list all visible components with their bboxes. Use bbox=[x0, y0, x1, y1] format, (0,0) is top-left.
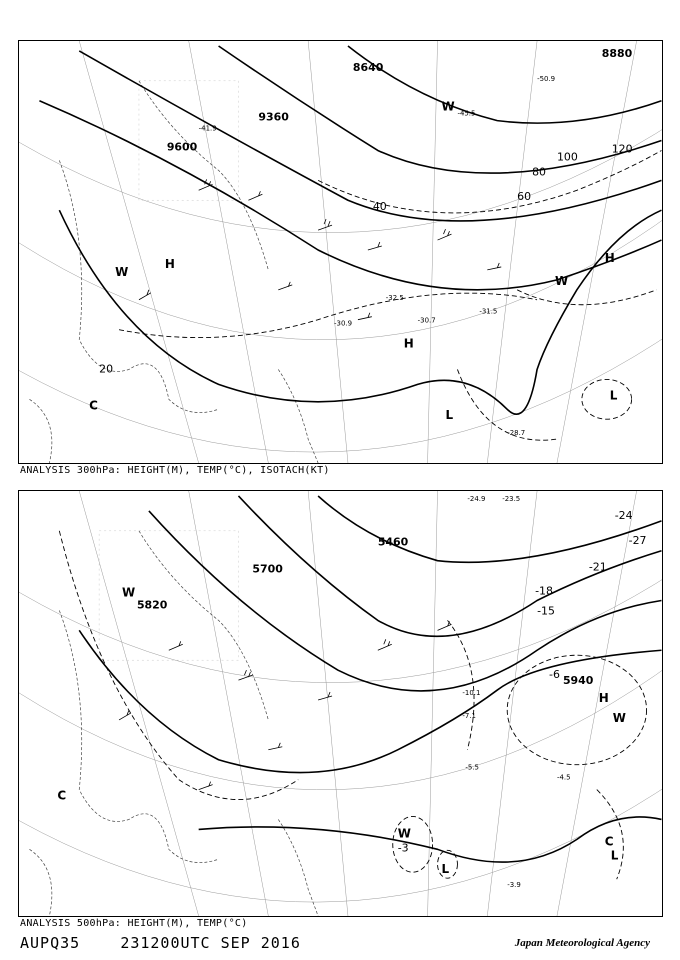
center-w-west: W bbox=[122, 585, 136, 600]
isotach-label-40: 40 bbox=[372, 200, 387, 214]
isotherm-label-15: -15 bbox=[537, 604, 555, 618]
temp-reading: -10.1 bbox=[462, 689, 481, 698]
height-label-9600: 9600 bbox=[166, 140, 198, 154]
product-header bbox=[20, 934, 301, 952]
isotach-label-100: 100 bbox=[556, 150, 578, 164]
isotach-label-120: 120 bbox=[611, 142, 633, 156]
height-label-5460: 5460 bbox=[377, 535, 409, 549]
isotherm-label-27: -27 bbox=[628, 533, 647, 547]
center-w-south: W bbox=[397, 826, 411, 841]
pressure-centers bbox=[57, 586, 626, 877]
temp-reading: -50.9 bbox=[537, 74, 556, 83]
temp-reading: -45.5 bbox=[457, 109, 476, 118]
height-labels bbox=[167, 47, 633, 154]
center-h-east: H bbox=[598, 691, 609, 706]
caption-300hpa: ANALYSIS 300hPa: HEIGHT(M), TEMP(°C), ISOTACH(KT) bbox=[20, 465, 330, 476]
caption-500hpa: ANALYSIS 500hPa: HEIGHT(M), TEMP(°C) bbox=[20, 918, 248, 929]
center-c-east: C bbox=[604, 834, 614, 849]
center-w-east: W bbox=[612, 710, 626, 725]
temp-reading: -23.5 bbox=[502, 494, 521, 503]
temp-reading: -32.5 bbox=[385, 293, 404, 302]
isotach-label-60: 60 bbox=[517, 190, 532, 204]
center-w-east: W bbox=[554, 273, 569, 288]
center-c-west: C bbox=[89, 398, 98, 413]
temp-reading: -31.5 bbox=[479, 307, 498, 316]
temp-reading: -41.9 bbox=[198, 124, 217, 133]
map-500hpa bbox=[19, 491, 662, 916]
center-l-south: L bbox=[445, 408, 454, 423]
center-h-west: H bbox=[164, 256, 175, 271]
temp-reading: -7.1 bbox=[462, 711, 477, 720]
coastline bbox=[29, 81, 318, 463]
center-w-west: W bbox=[115, 264, 129, 279]
center-l-east: L bbox=[610, 848, 619, 863]
isotherm-label-24: -24 bbox=[614, 508, 633, 522]
isotherms bbox=[59, 531, 646, 879]
height-label-5820: 5820 bbox=[136, 598, 168, 612]
center-h-east: H bbox=[604, 250, 615, 265]
map-300hpa bbox=[19, 41, 662, 463]
temp-reading: -4.5 bbox=[556, 773, 571, 782]
center-l-south: L bbox=[441, 862, 450, 877]
agency-name: Japan Meteorological Agency bbox=[514, 937, 650, 949]
temp-reading: -5.5 bbox=[465, 763, 479, 772]
isotach-label-20: 20 bbox=[99, 362, 114, 376]
isotherm-label-18: -18 bbox=[535, 584, 553, 598]
height-label-5700: 5700 bbox=[252, 562, 283, 576]
temp-reading: -30.7 bbox=[417, 316, 436, 325]
height-label-9360: 9360 bbox=[258, 110, 289, 124]
temp-reading: -3.9 bbox=[507, 881, 521, 890]
isotach-label-80: 80 bbox=[532, 165, 547, 179]
temp-reading: -28.7 bbox=[507, 429, 526, 438]
latlon-grid bbox=[19, 491, 662, 916]
height-label-8640: 8640 bbox=[352, 60, 384, 74]
isotherm-label-6: -6 bbox=[549, 668, 560, 682]
height-label-5940: 5940 bbox=[562, 674, 594, 688]
temp-readings bbox=[199, 75, 555, 437]
center-w-north: W bbox=[441, 99, 455, 114]
wind-barbs bbox=[119, 621, 451, 789]
temp-reading: -24.9 bbox=[467, 494, 486, 503]
chart-300hpa bbox=[18, 40, 663, 464]
center-h-central: H bbox=[403, 336, 414, 351]
isotherm-label-3: -3 bbox=[397, 841, 409, 855]
product-id: AUPQ35 bbox=[20, 934, 81, 952]
center-c-west: C bbox=[57, 788, 67, 803]
isotherm-label-21: -21 bbox=[588, 560, 607, 574]
analysis-timestamp: 231200UTC SEP 2016 bbox=[120, 934, 301, 952]
coastline bbox=[29, 531, 318, 916]
chart-500hpa bbox=[18, 490, 663, 917]
center-l-east: L bbox=[609, 388, 618, 403]
isotach-labels bbox=[99, 142, 632, 375]
height-label-8880: 8880 bbox=[601, 46, 633, 60]
temp-reading: -30.9 bbox=[334, 319, 353, 328]
temp-readings bbox=[462, 495, 570, 889]
latlon-grid bbox=[19, 41, 662, 463]
